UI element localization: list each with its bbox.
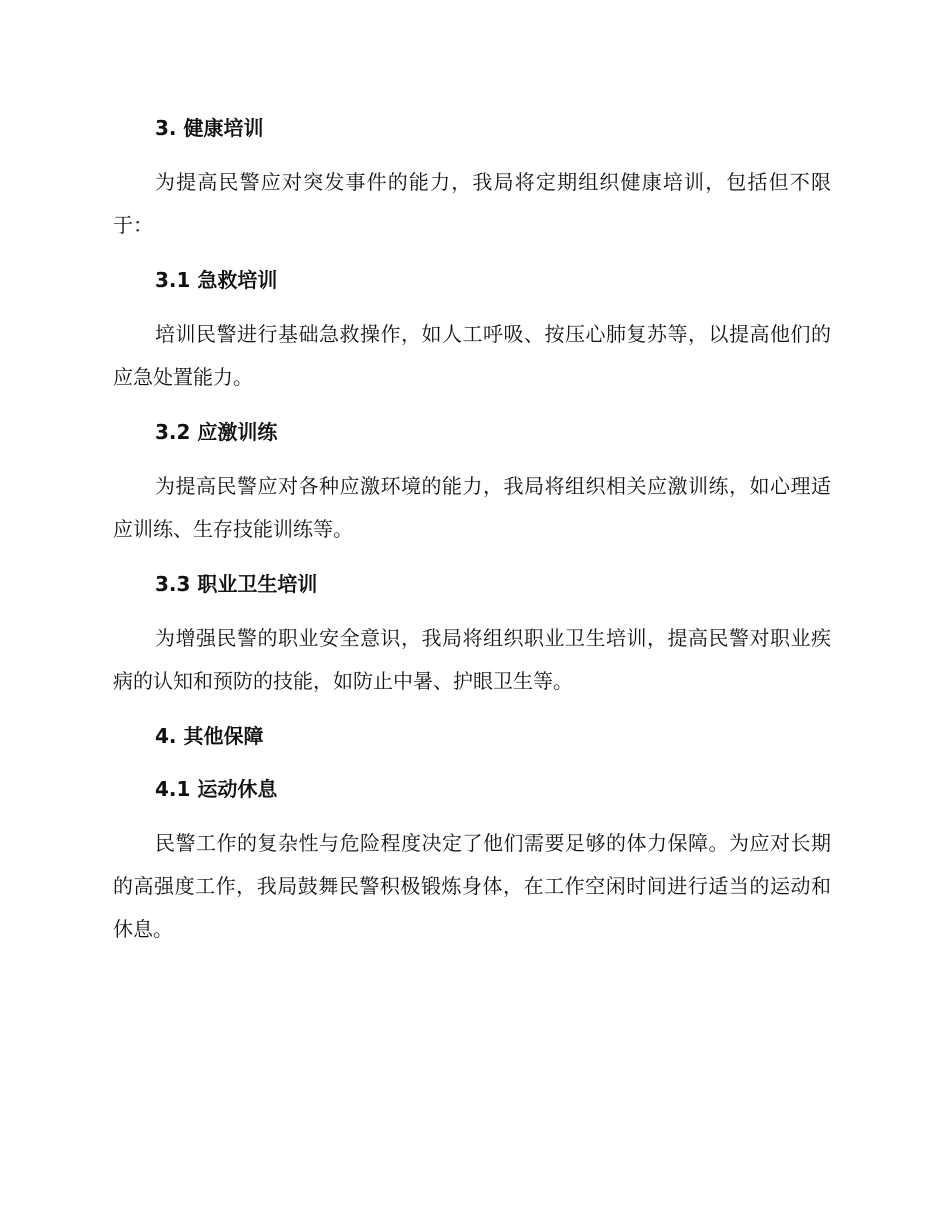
heading-3-2: 3.2 应激训练 <box>155 420 278 444</box>
paragraph-3-2: 为提高民警应对各种应激环境的能力，我局将组织相关应激训练，如心理适应训练、生存技能训练等。 <box>113 474 831 541</box>
document-body <box>113 108 831 951</box>
heading-4: 4. 其他保障 <box>155 724 264 748</box>
heading-3-3: 3.3 职业卫生培训 <box>155 572 318 596</box>
paragraph-3-3: 为增强民警的职业安全意识，我局将组织职业卫生培训，提高民警对职业疾病的认知和预防的技能，如防止中暑、护眼卫生等。 <box>113 626 831 693</box>
paragraph-4-1: 民警工作的复杂性与危险程度决定了他们需要足够的体力保障。为应对长期的高强度工作，我局鼓舞民警积极锻炼身体，在工作空闲时间进行适当的运动和休息。 <box>113 831 831 941</box>
paragraph-3-1: 培训民警进行基础急救操作，如人工呼吸、按压心肺复苏等，以提高他们的应急处置能力。 <box>113 322 831 389</box>
heading-3: 3. 健康培训 <box>155 116 264 140</box>
heading-4-1: 4.1 运动休息 <box>155 777 278 801</box>
paragraph-3-intro: 为提高民警应对突发事件的能力，我局将定期组织健康培训，包括但不限于： <box>113 170 831 237</box>
heading-3-1: 3.1 急救培训 <box>155 268 278 292</box>
